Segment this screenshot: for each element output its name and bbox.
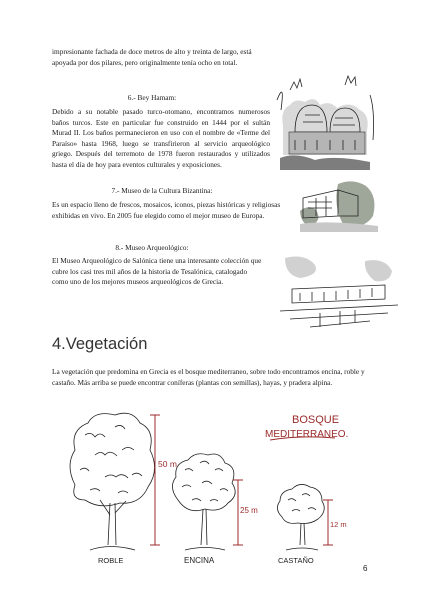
intro-paragraph: impresionante fachada de doce metros de alto y treinta de largo, está apoyada por dos pilares, pero originalmente tenía ocho en total.	[52, 47, 252, 67]
byzantine-museum-paragraph: Es un espacio lleno de frescos, mosaicos, iconos, piezas históricas y religiosas exhibidas en vivo. En 2005 fue elegido como el mejor museo de Europa.	[52, 200, 281, 220]
roble-height-marker	[150, 415, 160, 545]
bey-hamam-paragraph: Debido a su notable pasado turco-otomano, encontramos numerosos baños turcos. Este en particular fue construido en 1444 por el sultán Murad II. Los baños permanecieron en uso con el nombre de «Terme del Paraíso» hasta 1968, luego se transfirieron al servicio arqueológico griego. Después del terremoto de 1978 fueron restaurados y utilizados hasta el día de hoy para eventos culturales y exposiciones.	[52, 107, 270, 169]
encina-tree	[172, 454, 235, 550]
archaeological-museum-heading: 8.- Museo Arqueológico:	[115, 243, 189, 252]
castano-label: CASTAÑO	[278, 556, 314, 565]
page-number: 6	[363, 564, 368, 573]
bey-hamam-sketch	[275, 70, 380, 180]
castano-height-label: 12 m	[330, 520, 347, 529]
forest-heading-line2: MEDITERRANEO.	[265, 429, 349, 440]
mediterranean-forest-sketch	[60, 405, 360, 580]
encina-label: ENCINA	[184, 556, 215, 565]
vegetation-paragraph: La vegetación que predomina en Grecia es el bosque mediterraneo, sobre todo encontramos encina, roble y castaño. Más arriba se puede encontrar coníferas (plantas con semillas), hayas, y pradera alpina.	[52, 367, 365, 387]
roble-label: ROBLE	[98, 556, 124, 565]
section-title: 4.Vegetación	[52, 335, 148, 353]
archaeological-museum-paragraph: El Museo Arqueológico de Salónica tiene una interesante colección que cubre los casi tres mil años de la historia de Tesalónica, catalogado como uno de los mejores museos arqueológicos de Grecia.	[52, 256, 262, 287]
forest-heading-line1: BOSQUE	[292, 414, 340, 426]
archaeological-museum-sketch	[280, 253, 398, 333]
byzantine-museum-sketch	[298, 176, 383, 236]
roble-height-label: 50 m	[158, 459, 177, 469]
castano-tree	[277, 484, 324, 550]
byzantine-museum-heading: 7.- Museo de la Cultura Bizantina:	[111, 186, 213, 195]
bey-hamam-heading: 6.- Bey Hamam:	[127, 93, 177, 102]
roble-tree	[70, 413, 155, 550]
encina-height-label: 25 m	[240, 506, 258, 515]
